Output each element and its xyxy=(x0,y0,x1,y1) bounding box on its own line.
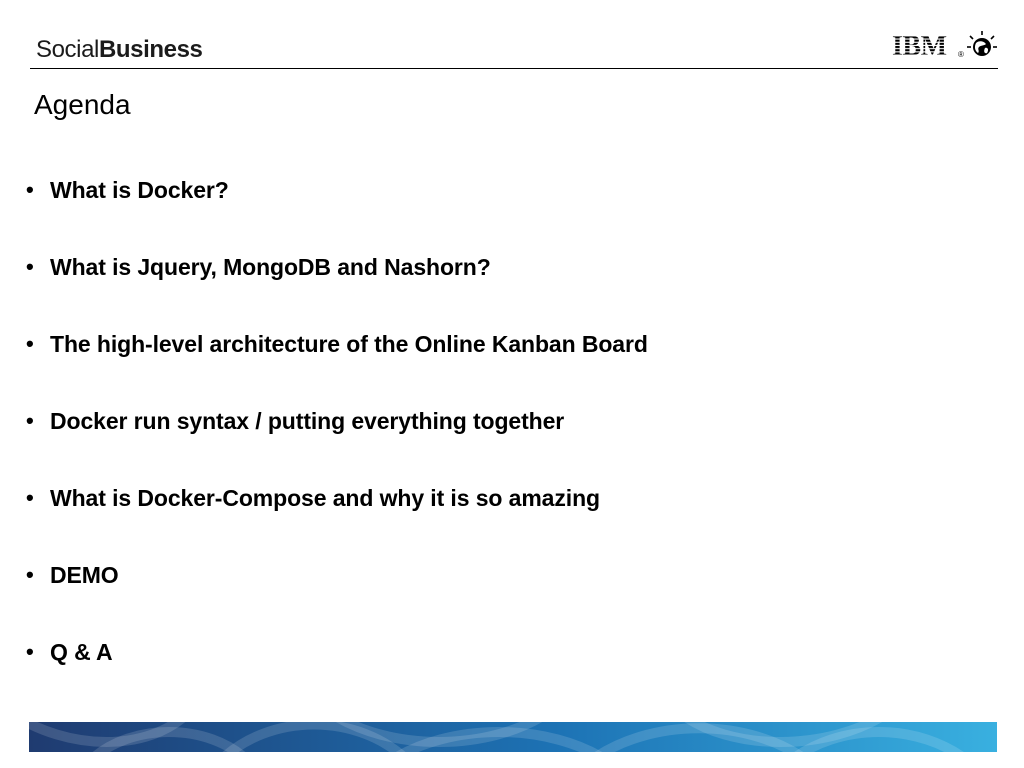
ibm-logo xyxy=(892,30,998,62)
brand-wordmark-light: Social xyxy=(36,36,99,63)
agenda-item-text: What is Docker-Compose and why it is so amazing xyxy=(50,485,600,511)
globe-icon xyxy=(967,31,997,56)
brand-wordmark xyxy=(36,36,202,64)
agenda-item-qa xyxy=(26,634,648,711)
agenda-item-jquery-mongodb-nashorn xyxy=(26,249,648,326)
agenda-item-text: DEMO xyxy=(50,562,119,588)
agenda-item-text: What is Jquery, MongoDB and Nashorn? xyxy=(50,254,491,280)
agenda-list xyxy=(26,172,648,711)
agenda-item-docker xyxy=(26,172,648,249)
ibm-logo-text: IBM xyxy=(892,31,947,62)
brand-wordmark-bold: Business xyxy=(98,36,203,63)
bullet-icon: • xyxy=(26,331,34,356)
bullet-icon: • xyxy=(26,485,34,510)
bullet-icon: • xyxy=(26,177,34,202)
bullet-icon: • xyxy=(26,408,34,433)
bullet-icon: • xyxy=(26,639,34,664)
header-divider xyxy=(30,68,998,69)
slide-title: Agenda xyxy=(34,89,131,120)
footer-band xyxy=(29,722,997,752)
ibm-logo-registered: ® xyxy=(958,50,964,59)
agenda-item-text: The high-level architecture of the Online Kanban Board xyxy=(50,331,648,357)
agenda-item-text: What is Docker? xyxy=(50,177,229,203)
agenda-item-docker-compose xyxy=(26,480,648,557)
agenda-item-demo xyxy=(26,557,648,634)
bullet-icon: • xyxy=(26,254,34,279)
agenda-item-text: Docker run syntax / putting everything together xyxy=(50,408,565,434)
bullet-icon: • xyxy=(26,562,34,587)
agenda-item-text: Q & A xyxy=(50,639,113,665)
agenda-item-architecture xyxy=(26,326,648,403)
agenda-item-docker-run xyxy=(26,403,648,480)
